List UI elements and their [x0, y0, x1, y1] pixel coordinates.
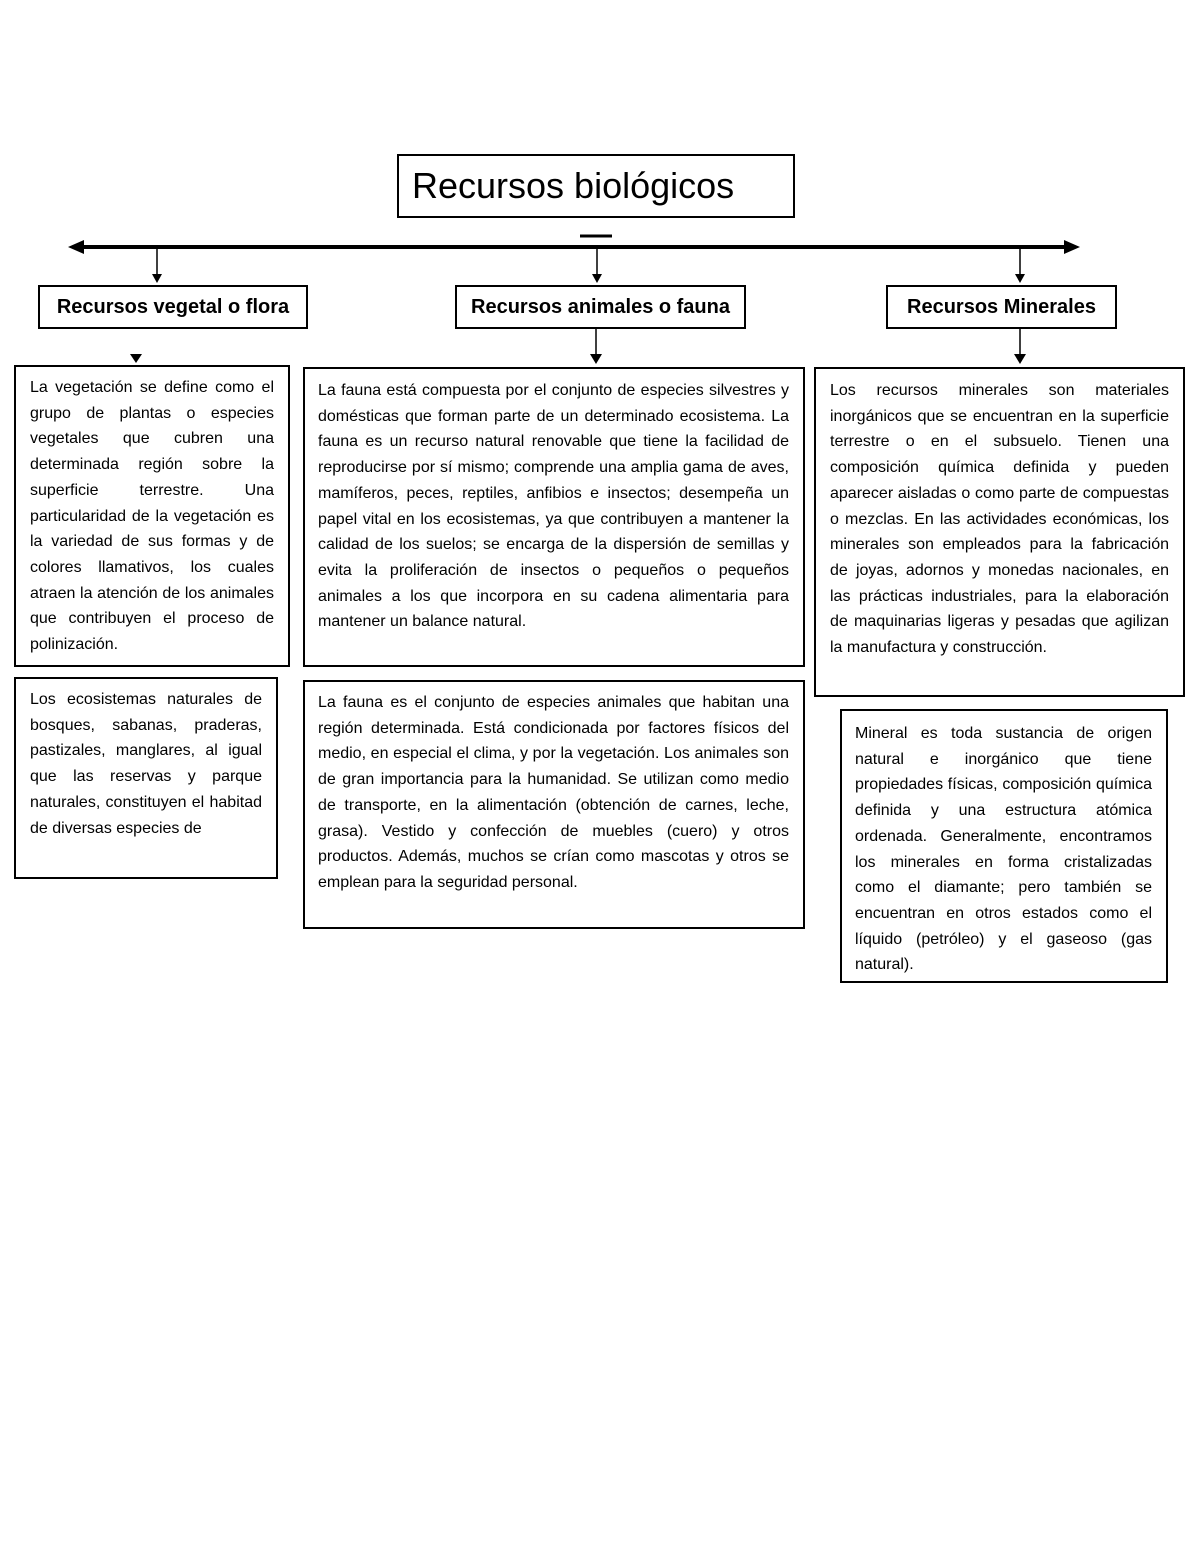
fauna-drop-arrowhead — [592, 274, 602, 283]
category-box-flora — [38, 285, 308, 329]
left-arrowhead — [68, 240, 84, 254]
fauna-description-text-2: La fauna es el conjunto de especies animales que habitan una región determinada. Está condicionada por factores físicos del medio, en especial el clima, y por la vegetación. Los animales son de gran importancia para la humanidad. Se utilizan como medio de transporte, en la alimentación (obtención de carnes, leche, grasa). Vestido y confección de muebles (cuero) y otros productos. Además, muchos se crían como mascotas y otros se emplean para la seguridad personal. — [318, 694, 789, 891]
flora-description-text-2: Los ecosistemas naturales de bosques, sabanas, praderas, pastizales, manglares, al igual que las reservas y parque naturales, constituyen el habitad de diversas especies de — [30, 691, 262, 837]
fauna-description-box-2 — [303, 680, 805, 929]
category-label-flora: Recursos vegetal o flora — [56, 295, 290, 318]
category-label-minerales: Recursos Minerales — [907, 295, 1096, 318]
title-box — [397, 154, 795, 218]
category-box-fauna — [455, 285, 746, 329]
category-label-fauna: Recursos animales o fauna — [471, 295, 730, 318]
right-arrowhead — [1064, 240, 1080, 254]
fauna-description-text-1: La fauna está compuesta por el conjunto de especies silvestres y domésticas que forman parte de un determinado ecosistema. La fauna es un recurso natural renovable que tiene la facilidad de reproducirse por sí mismo; comprende una amplia gama de aves, mamíferos, peces, reptiles, anfibios e insectos; desempeña un papel vital en los ecosistemas, ya que contribuyen a mantener la calidad de los suelos; se encarga de la dispersión de semillas y evita la proliferación de insectos o pequeños o pequeños animales a los que incorpora en su cadena alimentaria para mantener un balance natural. — [318, 382, 789, 631]
flora-desc-arrowhead — [130, 354, 142, 363]
minerales-desc-arrowhead — [1014, 354, 1026, 364]
minerales-description-text-1: Los recursos minerales son materiales inorgánicos que se encuentran en la superficie terrestre o en el subsuelo. Tienen una composición química definida y pueden aparecer aisladas o como parte de compuestas o mezclas. En las actividades económicas, los minerales son empleados para la fabricación de joyas, adornos y monedas nacionales, en las prácticas industriales, para la elaboración de maquinarias ligeras y pesadas que agilizan la manufactura y construcción. — [830, 382, 1169, 657]
diagram-title: Recursos biológicos — [412, 165, 735, 206]
minerales-description-box-2 — [840, 709, 1168, 983]
category-box-minerales — [886, 285, 1117, 329]
minerales-description-text-2: Mineral es toda sustancia de origen natural e inorgánico que tiene propiedades físicas, composición química definida y una estructura atómica ordenada. Generalmente, encontramos los minerales en forma cristalizadas como el diamante; pero también se encuentran en otros estados como el líquido (petróleo) y el gaseoso (gas natural). — [855, 725, 1152, 974]
flora-description-box-2 — [14, 677, 278, 879]
minerales-description-box-1 — [814, 367, 1185, 697]
flora-description-box-1 — [14, 365, 290, 667]
fauna-desc-arrowhead — [590, 354, 602, 364]
fauna-description-box-1 — [303, 367, 805, 667]
flora-drop-arrowhead — [152, 274, 162, 283]
minerales-drop-arrowhead — [1015, 274, 1025, 283]
flora-description-text-1: La vegetación se define como el grupo de plantas o especies vegetales que cubren una determinada región sobre la superficie terrestre. Una particularidad de la vegetación es la variedad de sus formas y de colores llamativos, los cuales atraen la atención de los animales que contribuyen el proceso de polinización. — [30, 379, 274, 654]
